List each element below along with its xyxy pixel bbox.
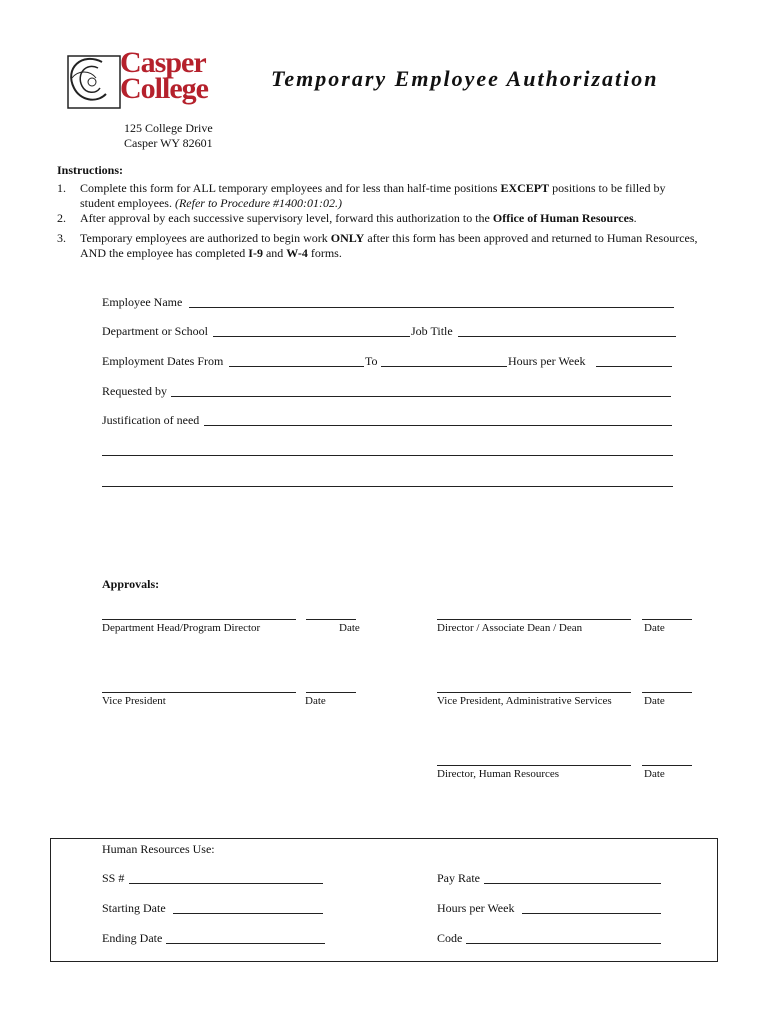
address-block xyxy=(124,121,213,151)
employment-dates-to-label: To xyxy=(365,354,378,368)
hours-per-week-field[interactable] xyxy=(596,366,672,367)
instruction-text-part: after this form has been approved and returned to Human Resources, AND the employee has completed xyxy=(80,231,698,260)
requested-by-label: Requested by xyxy=(102,384,167,398)
form-title: Temporary Employee Authorization xyxy=(271,66,659,91)
pay-rate-field[interactable] xyxy=(484,883,661,884)
starting-date-field[interactable] xyxy=(173,913,323,914)
dept-head-label: Department Head/Program Director xyxy=(102,622,261,634)
justification-field-line-2[interactable] xyxy=(102,455,673,456)
requested-by-field[interactable] xyxy=(171,396,671,397)
instruction-emphasis: W-4 xyxy=(286,246,308,260)
instruction-text-part: and xyxy=(262,246,287,260)
vp-admin-date-label: Date xyxy=(644,695,665,707)
instruction-emphasis: ONLY xyxy=(330,231,365,245)
director-dean-label: Director / Associate Dean / Dean xyxy=(437,622,583,634)
vice-president-date-line[interactable] xyxy=(306,692,356,693)
vp-admin-label: Vice President, Administrative Services xyxy=(437,695,612,707)
employee-name-label: Employee Name xyxy=(102,295,183,309)
department-field[interactable] xyxy=(213,336,410,337)
hr-hours-per-week-field[interactable] xyxy=(522,913,661,914)
justification-field-line-1[interactable] xyxy=(204,425,672,426)
instruction-text xyxy=(80,231,700,261)
instruction-emphasis: Office of Human Resources xyxy=(492,211,634,225)
college-crest-icon xyxy=(62,48,122,112)
justification-field-line-3[interactable] xyxy=(102,486,673,487)
instruction-emphasis: I-9 xyxy=(248,246,263,260)
instruction-number: 1. xyxy=(57,181,66,195)
instruction-text-part: . xyxy=(633,211,637,225)
dept-head-date-label: Date xyxy=(339,622,360,634)
justification-label: Justification of need xyxy=(102,413,200,427)
employment-dates-from-label: Employment Dates From xyxy=(102,354,224,368)
code-field[interactable] xyxy=(466,943,661,944)
hr-hours-per-week-label: Hours per Week xyxy=(437,901,515,915)
instruction-text-part: Complete this form for ALL temporary employees and for less than half-time positions xyxy=(80,181,501,195)
instruction-text-part: After approval by each successive supervisory level, forward this authorization to the xyxy=(80,211,493,225)
dept-head-date-line[interactable] xyxy=(306,619,356,620)
employee-name-field[interactable] xyxy=(189,307,674,308)
hours-per-week-label: Hours per Week xyxy=(508,354,586,368)
logo-line-2: College xyxy=(120,72,208,105)
director-dean-date-line[interactable] xyxy=(642,619,692,620)
pay-rate-label: Pay Rate xyxy=(437,871,480,885)
address-line-2: Casper WY 82601 xyxy=(124,136,213,150)
instruction-item-3 xyxy=(57,231,707,261)
logo-wordmark xyxy=(120,46,208,105)
instruction-text-part: Temporary employees are authorized to begin work xyxy=(80,231,331,245)
ending-date-field[interactable] xyxy=(166,943,325,944)
instruction-number: 2. xyxy=(57,211,66,225)
dept-head-signature-line[interactable] xyxy=(102,619,296,620)
instruction-item-1 xyxy=(57,181,707,211)
job-title-label: Job Title xyxy=(411,324,453,338)
director-dean-date-label: Date xyxy=(644,622,665,634)
employment-date-to-field[interactable] xyxy=(381,366,507,367)
vice-president-label: Vice President xyxy=(102,695,166,707)
ss-label: SS # xyxy=(102,871,125,885)
vice-president-signature-line[interactable] xyxy=(102,692,296,693)
department-label: Department or School xyxy=(102,324,208,338)
employment-date-from-field[interactable] xyxy=(229,366,364,367)
instructions-heading: Instructions: xyxy=(57,163,124,177)
director-hr-signature-line[interactable] xyxy=(437,765,631,766)
director-hr-date-line[interactable] xyxy=(642,765,692,766)
instruction-emphasis: EXCEPT xyxy=(500,181,550,195)
approvals-heading: Approvals: xyxy=(102,577,160,591)
ss-field[interactable] xyxy=(129,883,323,884)
procedure-reference: (Refer to Procedure #1400:01:02.) xyxy=(174,196,343,210)
address-line-1: 125 College Drive xyxy=(124,121,213,135)
instruction-text-part: positions to be filled by student employees. xyxy=(80,181,666,210)
vp-admin-date-line[interactable] xyxy=(642,692,692,693)
hr-use-heading: Human Resources Use: xyxy=(102,842,215,856)
instruction-item-2 xyxy=(57,211,707,227)
vp-admin-signature-line[interactable] xyxy=(437,692,631,693)
ending-date-label: Ending Date xyxy=(102,931,163,945)
director-dean-signature-line[interactable] xyxy=(437,619,631,620)
starting-date-label: Starting Date xyxy=(102,901,166,915)
instruction-text xyxy=(80,211,700,226)
director-hr-label: Director, Human Resources xyxy=(437,768,560,780)
instruction-text xyxy=(80,181,700,211)
code-label: Code xyxy=(437,931,463,945)
job-title-field[interactable] xyxy=(458,336,676,337)
casper-college-logo xyxy=(62,48,217,112)
director-hr-date-label: Date xyxy=(644,768,665,780)
instruction-text-part: forms. xyxy=(307,246,342,260)
logo-line-1: Casper xyxy=(120,46,206,79)
vice-president-date-label: Date xyxy=(305,695,326,707)
instruction-number: 3. xyxy=(57,231,66,245)
